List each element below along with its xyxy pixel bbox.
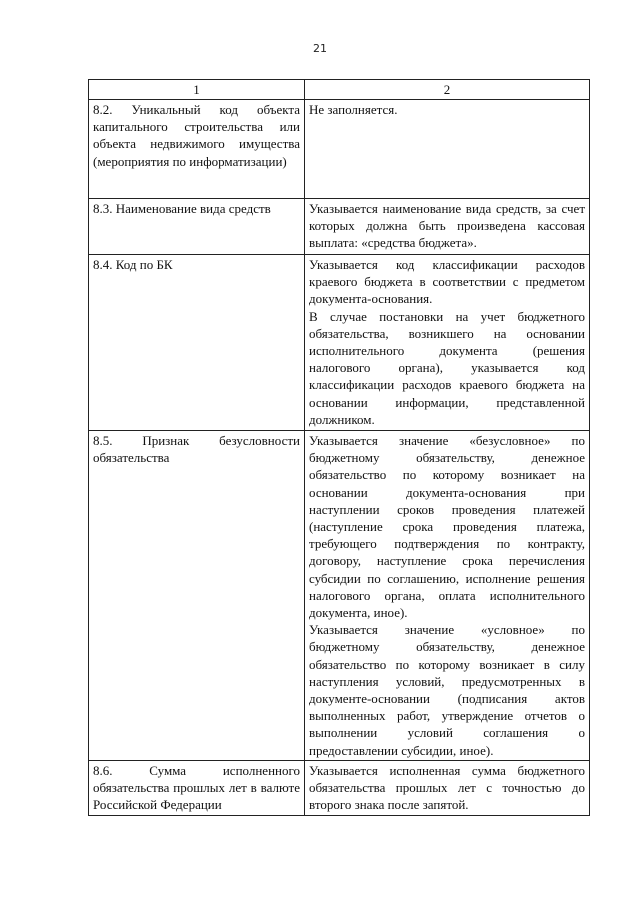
label-text: 8.2. Уникальный код объекта капитального строительства или объекта недвижимого имущества (мероприятия по информатизации)	[93, 102, 300, 169]
label-text: 8.4. Код по БК	[93, 257, 173, 272]
table-row	[89, 199, 590, 255]
row-label	[89, 199, 305, 255]
row-description	[305, 431, 590, 761]
description-paragraph: Указывается наименование вида средств, за счет которых должна быть произведена кассовая выплата: «средства бюджета».	[309, 201, 585, 251]
page-number: 21	[313, 42, 327, 55]
table-row	[89, 100, 590, 199]
requisites-table	[88, 79, 590, 816]
description-paragraph: Не заполняется.	[309, 102, 398, 117]
row-description	[305, 100, 590, 199]
row-description	[305, 199, 590, 255]
description-paragraph: Указывается значение «условное» по бюджетному обязательству, денежное обязательство по которому возникает в силу наступления условий, предусмотренных в документе-основании (подписания актов выполненных работ, утверждение отчетов о выполнении условий соглашения о предоставлении субсидии, иное).	[309, 622, 585, 758]
table-header-row	[89, 80, 590, 100]
description-paragraph: В случае постановки на учет бюджетного обязательства, возникшего на основании исполнительного документа (решения налогового органа), указывается код классификации расходов краевого бюджета на основании информации, представленной должником.	[309, 308, 585, 427]
table-row	[89, 255, 590, 431]
row-label	[89, 431, 305, 761]
description-paragraph: Указывается значение «безусловное» по бюджетному обязательству, денежное обязательство по которому возникает на основании документа-основания при наступлении сроков проведения платежей (наступление срока проведения платежа, требующего подтверждения по контракту, договору, наступление срока перечисления субсидии по соглашению, исполнение решения налогового органа, оплата исполнительного документа, иное).	[309, 433, 585, 621]
table-row	[89, 431, 590, 761]
column-header-2: 2	[305, 80, 590, 100]
column-header-1: 1	[89, 80, 305, 100]
row-label	[89, 100, 305, 199]
row-label	[89, 255, 305, 431]
label-text: 8.5. Признак безусловности обязательства	[93, 433, 300, 466]
row-description	[305, 761, 590, 816]
description-paragraph: Указывается код классификации расходов краевого бюджета в соответствии с предметом документа-основания.	[309, 257, 585, 307]
label-text: 8.3. Наименование вида средств	[93, 201, 271, 216]
description-paragraph: Указывается исполненная сумма бюджетного обязательства прошлых лет с точностью до второго знака после запятой.	[309, 763, 585, 813]
label-text: 8.6. Сумма исполненного обязательства прошлых лет в валюте Российской Федерации	[93, 763, 300, 813]
table-row	[89, 761, 590, 816]
row-description	[305, 255, 590, 431]
row-label	[89, 761, 305, 816]
